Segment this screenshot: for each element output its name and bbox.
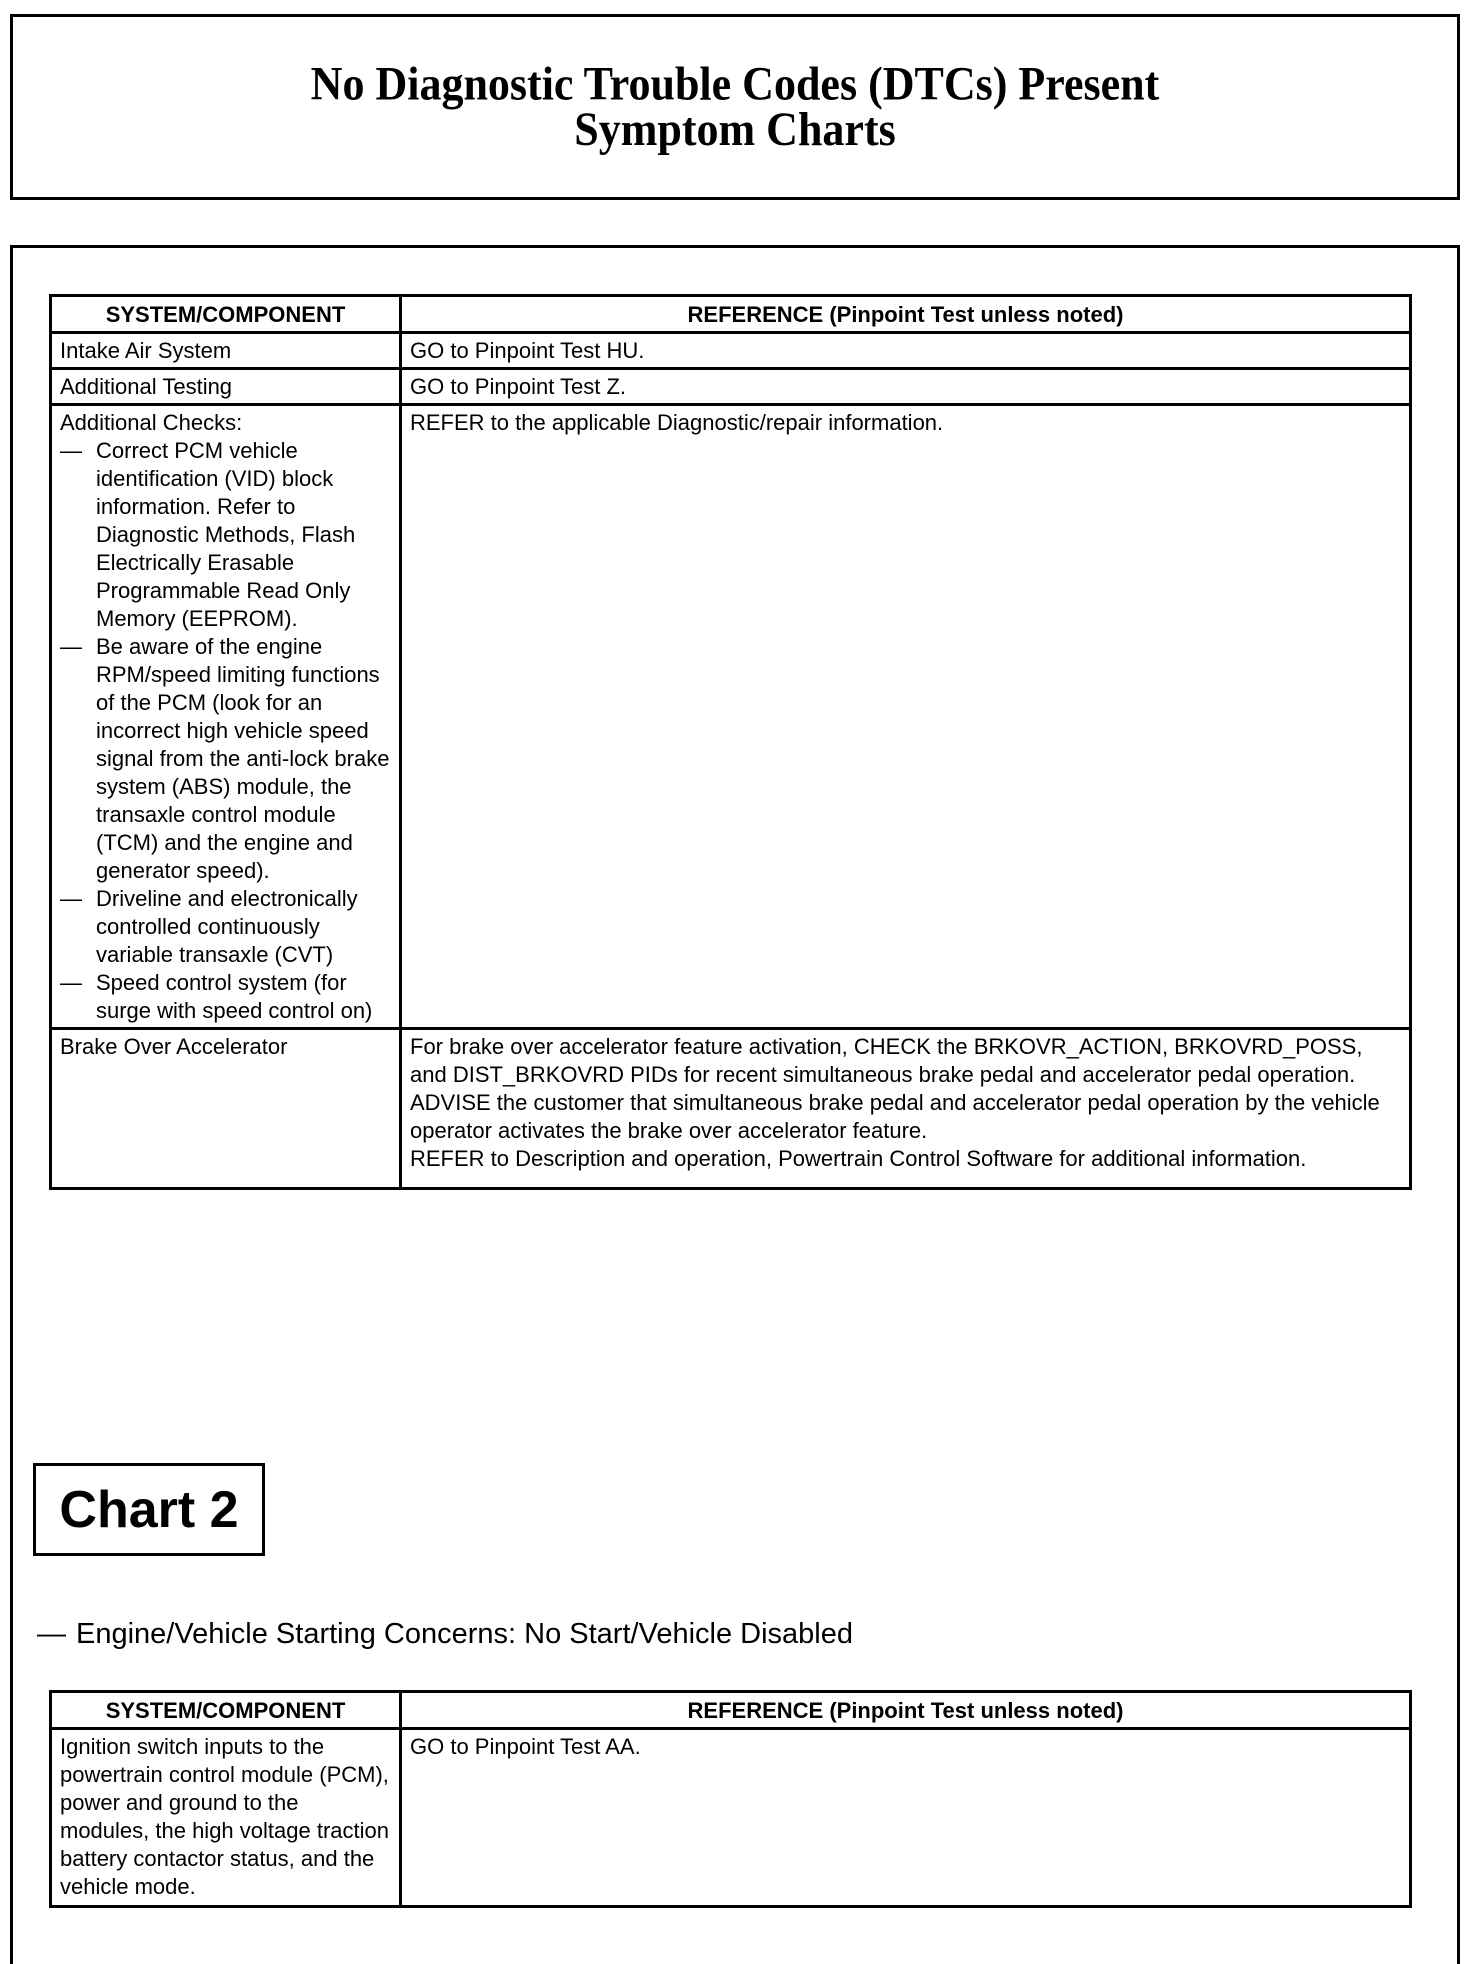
table-row	[51, 369, 1411, 405]
additional-checks-list	[60, 437, 391, 1025]
table-header-row	[51, 1692, 1411, 1729]
symptom-table-1	[49, 294, 1412, 1190]
reference-cell	[401, 1029, 1411, 1189]
document-title-box	[10, 14, 1460, 200]
chart-label: Chart 2	[59, 1480, 239, 1539]
component-cell: Ignition switch inputs to the powertrain control module (PCM), power and ground to the modules, the high voltage traction battery contactor status, and the vehicle mode.	[51, 1729, 401, 1907]
column-header-reference: REFERENCE (Pinpoint Test unless noted)	[401, 296, 1411, 333]
reference-paragraph: For brake over accelerator feature activation, CHECK the BRKOVR_ACTION, BRKOVRD_POSS, and DIST_BRKOVRD PIDs for recent simultaneous brake pedal and accelerator pedal operation. ADVISE the customer that simultaneous brake pedal and accelerator pedal operation by the vehicle operator activates the brake over accelerator feature.	[410, 1034, 1380, 1143]
reference-cell: REFER to the applicable Diagnostic/repair information.	[401, 405, 1411, 1029]
column-header-system-component: SYSTEM/COMPONENT	[51, 296, 401, 333]
column-header-reference: REFERENCE (Pinpoint Test unless noted)	[401, 1692, 1411, 1729]
component-cell: Intake Air System	[51, 333, 401, 369]
additional-checks-heading: Additional Checks:	[60, 410, 243, 435]
chart-label-box	[33, 1463, 265, 1556]
table-header-row	[51, 296, 1411, 333]
chart-subtitle	[37, 1618, 853, 1651]
reference-paragraph: REFER to Description and operation, Powertrain Control Software for additional information.	[410, 1146, 1307, 1171]
check-item: — Speed control system (for surge with speed control on)	[60, 969, 391, 1025]
table-row	[51, 333, 1411, 369]
table-row	[51, 1729, 1411, 1907]
chart-subtitle-text: Engine/Vehicle Starting Concerns: No Start/Vehicle Disabled	[76, 1618, 853, 1650]
component-cell	[51, 405, 401, 1029]
reference-cell: GO to Pinpoint Test Z.	[401, 369, 1411, 405]
column-header-system-component: SYSTEM/COMPONENT	[51, 1692, 401, 1729]
component-cell: Additional Testing	[51, 369, 401, 405]
table-row	[51, 405, 1411, 1029]
check-item: — Correct PCM vehicle identification (VID) block information. Refer to Diagnostic Methods, Flash Electrically Erasable Programmable Read Only Memory (EEPROM).	[60, 437, 391, 633]
component-cell: Brake Over Accelerator	[51, 1029, 401, 1189]
reference-cell: GO to Pinpoint Test AA.	[401, 1729, 1411, 1907]
table-row	[51, 1029, 1411, 1189]
check-item: — Be aware of the engine RPM/speed limiting functions of the PCM (look for an incorrect high vehicle speed signal from the anti-lock brake system (ABS) module, the transaxle control module (TCM) and the engine and generator speed).	[60, 633, 391, 885]
reference-cell: GO to Pinpoint Test HU.	[401, 333, 1411, 369]
symptom-chart-frame	[10, 245, 1460, 1964]
em-dash: —	[37, 1618, 66, 1650]
document-title: No Diagnostic Trouble Codes (DTCs) Present Symptom Charts	[310, 57, 1160, 156]
check-item: — Driveline and electronically controlled continuously variable transaxle (CVT)	[60, 885, 391, 969]
symptom-table-2	[49, 1690, 1412, 1908]
